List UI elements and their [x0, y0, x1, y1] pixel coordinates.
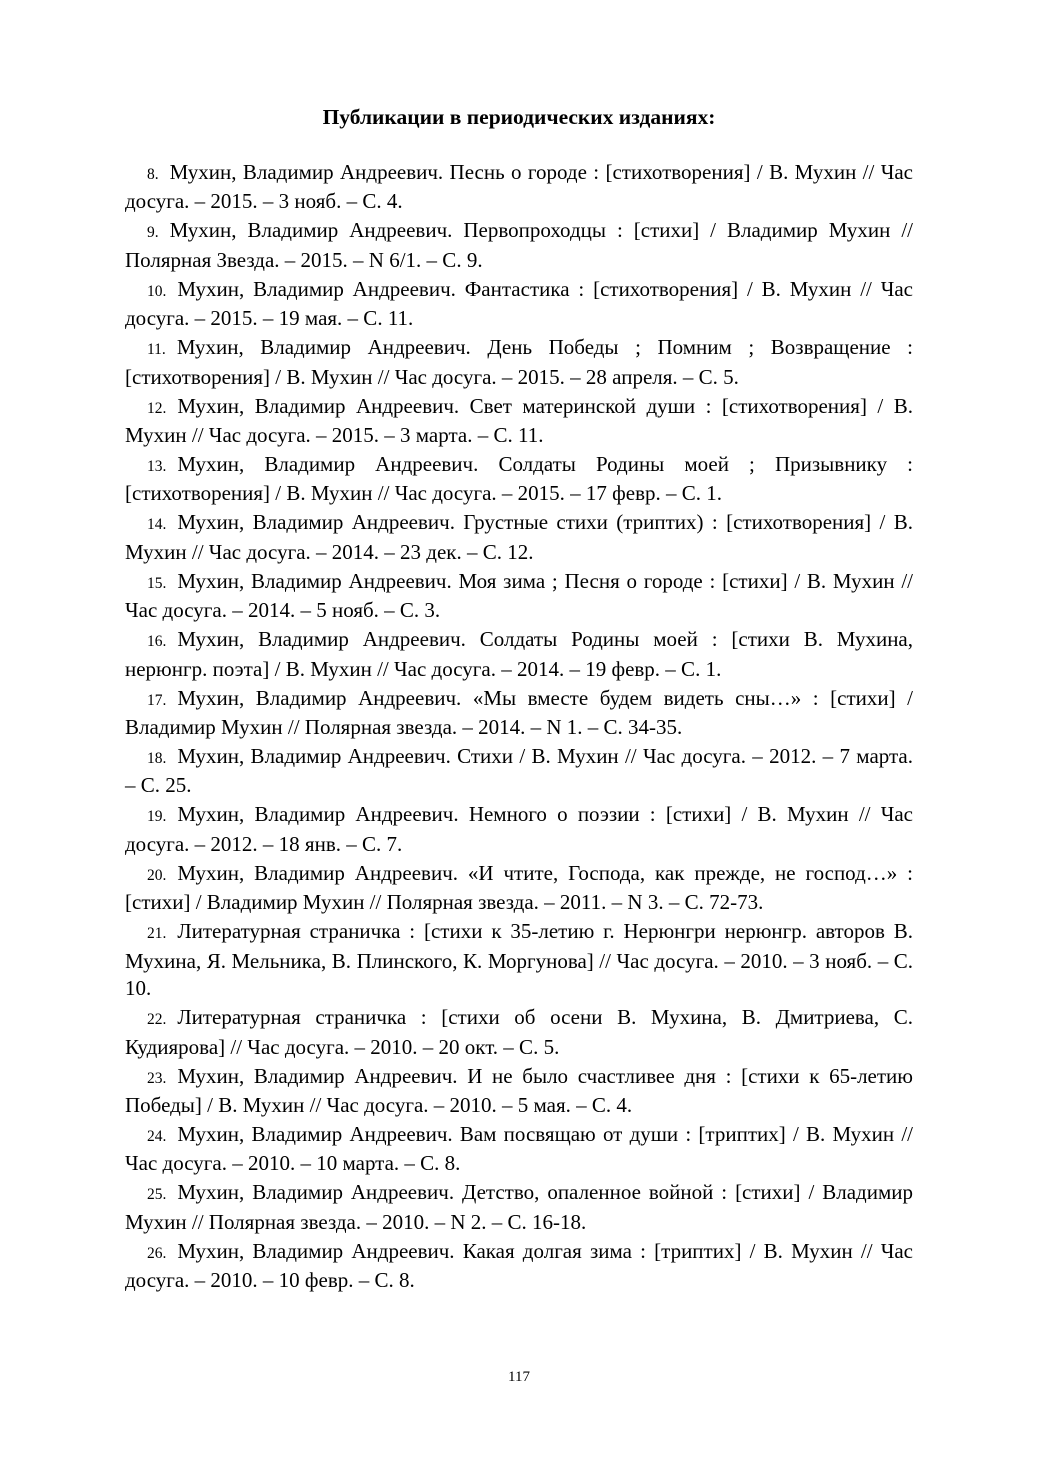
- entry-text: Мухин, Владимир Андреевич. Какая долгая зима : [триптих] / В. Мухин // Час досуга. – 2010. – 10 февр. – С. 8.: [125, 1238, 913, 1293]
- entry-number: 10.: [147, 282, 167, 300]
- entry-text: Мухин, Владимир Андреевич. Первопроходцы : [стихи] / Владимир Мухин // Полярная Звезда. – 2015. – N 6/1. – С. 9.: [125, 218, 913, 272]
- entry-text: Мухин, Владимир Андреевич. Моя зима ; Песня о городе : [стихи] / В. Мухин // Час досуга. – 2014. – 5 нояб. – С. 3.: [125, 568, 913, 623]
- entry-number: 9.: [147, 224, 159, 242]
- entry-text: Мухин, Владимир Андреевич. Солдаты Родины моей : [стихи В. Мухина, нерюнгр. поэта] / В. Мухин // Час досуга. – 2014. – 19 февр. – С. 1.: [125, 627, 913, 681]
- entry-text: Литературная страничка : [стихи к 35-летию г. Нерюнгри нерюнгр. авторов В. Мухина, Я. Мельника, В. Плинского, К. Моргунова] // Час досуга. – 2010. – 3 нояб. – С. 10.: [125, 919, 913, 1001]
- entry-number: 16.: [147, 633, 167, 651]
- entry-text: Мухин, Владимир Андреевич. Песнь о городе : [стихотворения] / В. Мухин // Час досуга. – 2015. – 3 нояб. – С. 4.: [125, 160, 913, 214]
- document-page: [125, 0, 913, 1471]
- entry-number: 13.: [147, 458, 167, 476]
- entry-text: Литературная страничка : [стихи об осени В. Мухина, В. Дмитриева, С. Кудиярова] // Час досуга. – 2010. – 20 окт. – С. 5.: [125, 1005, 913, 1059]
- entry-text: Мухин, Владимир Андреевич. Стихи / В. Мухин // Час досуга. – 2012. – 7 марта. – С. 25.: [125, 744, 913, 798]
- entry-text: Мухин, Владимир Андреевич. Солдаты Родины моей ; Призывнику : [стихотворения] / В. Мухин // Час досуга. – 2015. – 17 февр. – С. 1.: [125, 452, 913, 506]
- entry-text: Мухин, Владимир Андреевич. «Мы вместе будем видеть сны…» : [стихи] / Владимир Мухин // Полярная звезда. – 2014. – N 1. – С. 34-35.: [125, 685, 913, 740]
- bibliography-entry: [125, 334, 913, 391]
- entry-text: Мухин, Владимир Андреевич. И не было счастливее дня : [стихи к 65-летию Победы] / В. Мухин // Час досуга. – 2010. – 5 мая. – С. 4.: [125, 1063, 913, 1117]
- entry-number: 18.: [147, 750, 167, 768]
- entry-text: Мухин, Владимир Андреевич. «И чтите, Господа, как прежде, не господ…» : [стихи] / Владимир Мухин // Полярная звезда. – 2011. – N 3. – С. 72-73.: [125, 860, 913, 915]
- bibliography-entry: [125, 509, 913, 566]
- entry-number: 19.: [147, 808, 167, 826]
- bibliography-entry: [125, 451, 913, 508]
- entry-number: 23.: [147, 1069, 167, 1087]
- bibliography-entry: [125, 801, 913, 858]
- entry-text: Мухин, Владимир Андреевич. Грустные стихи (триптих) : [стихотворения] / В. Мухин // Час досуга. – 2014. – 23 дек. – С. 12.: [125, 510, 913, 564]
- entry-number: 21.: [147, 925, 167, 943]
- entry-number: 24.: [147, 1127, 167, 1145]
- entry-number: 22.: [147, 1011, 167, 1029]
- entry-number: 17.: [147, 691, 167, 709]
- entry-text: Мухин, Владимир Андреевич. Фантастика : [стихотворения] / В. Мухин // Час досуга. – 2015. – 19 мая. – С. 11.: [125, 276, 913, 331]
- entry-number: 15.: [147, 574, 167, 592]
- entry-text: Мухин, Владимир Андреевич. Свет материнской души : [стихотворения] / В. Мухин // Час досуга. – 2015. – 3 марта. – С. 11.: [125, 393, 913, 448]
- bibliography-entry: [125, 685, 913, 742]
- section-title: Публикации в периодических изданиях:: [322, 105, 716, 129]
- entry-number: 26.: [147, 1244, 167, 1262]
- bibliography-entry: [125, 1121, 913, 1178]
- entry-text: Мухин, Владимир Андреевич. Детство, опаленное войной : [стихи] / Владимир Мухин // Полярная звезда. – 2010. – N 2. – С. 16-18.: [125, 1180, 913, 1234]
- entry-number: 25.: [147, 1186, 167, 1204]
- entry-text: Мухин, Владимир Андреевич. Немного о поэзии : [стихи] / В. Мухин // Час досуга. – 2012. – 18 янв. – С. 7.: [125, 802, 913, 856]
- entry-text: Мухин, Владимир Андреевич. День Победы ; Помним ; Возвращение : [стихотворения] / В. Мухин // Час досуга. – 2015. – 28 апреля. – С. 5.: [125, 335, 913, 389]
- entry-text: Мухин, Владимир Андреевич. Вам посвящаю от души : [триптих] / В. Мухин // Час досуга. – 2010. – 10 марта. – С. 8.: [125, 1121, 913, 1176]
- entry-number: 20.: [147, 866, 167, 884]
- bibliography-entry: [125, 860, 913, 917]
- bibliography-entry: [125, 217, 913, 274]
- entry-number: 8.: [147, 166, 159, 183]
- bibliography-entry: [125, 159, 913, 216]
- entry-number: 12.: [147, 399, 167, 417]
- bibliography-entry: [125, 1004, 913, 1061]
- bibliography-entry: [125, 1238, 913, 1295]
- bibliography-entry: [125, 1063, 913, 1120]
- entry-number: 14.: [147, 516, 167, 534]
- bibliography-entry: [125, 568, 913, 625]
- entry-number: 11.: [147, 341, 166, 359]
- bibliography-entry: [125, 743, 913, 800]
- bibliography-list: [125, 159, 913, 1296]
- page-number: 117: [508, 1369, 530, 1385]
- bibliography-entry: [125, 276, 913, 333]
- bibliography-entry: [125, 1179, 913, 1236]
- bibliography-entry: [125, 918, 913, 1002]
- bibliography-entry: [125, 626, 913, 683]
- bibliography-entry: [125, 393, 913, 450]
